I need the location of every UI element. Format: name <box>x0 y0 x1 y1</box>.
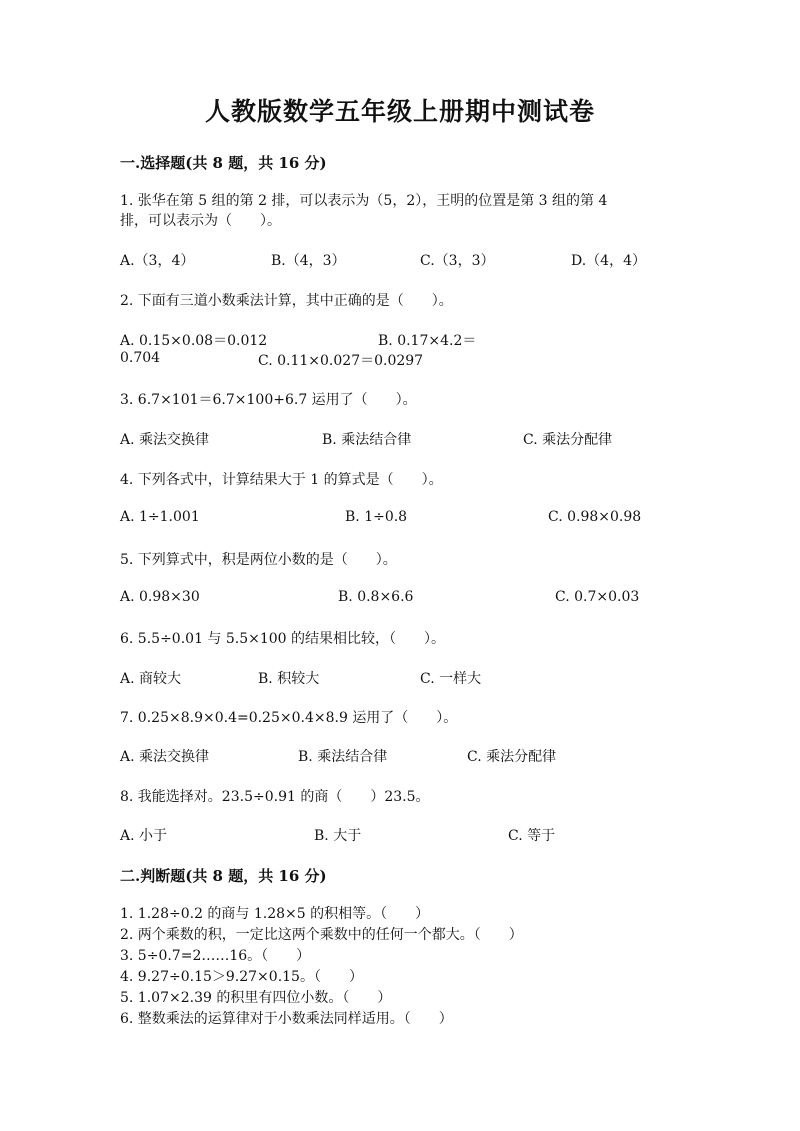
question-6-option-a: A. 商较大 <box>120 671 182 687</box>
question-3-option-b: B. 乘法结合律 <box>322 432 412 448</box>
question-3-text: 3. 6.7×101＝6.7×100+6.7 运用了（ ）。 <box>120 392 417 408</box>
question-1-text-cont: 排，可以表示为（ ）。 <box>120 213 281 229</box>
question-5-option-a: A. 0.98×30 <box>120 589 200 605</box>
judgement-item: 6. 整数乘法的运算律对于小数乘法同样适用。（ ） <box>120 1011 453 1027</box>
section-heading-choice: 一.选择题(共 8 题，共 16 分) <box>120 154 327 172</box>
question-5-text: 5. 下列算式中，积是两位小数的是（ ）。 <box>120 552 397 568</box>
question-4-option-a: A. 1÷1.001 <box>120 509 200 525</box>
question-8-option-c: C. 等于 <box>508 828 556 844</box>
question-2-text: 2. 下面有三道小数乘法计算，其中正确的是（ ）。 <box>120 293 453 309</box>
question-2-option-c: C. 0.11×0.027＝0.0297 <box>258 353 424 369</box>
judgement-item: 3. 5÷0.7=2……16。（ ） <box>120 948 311 964</box>
judgement-item: 1. 1.28÷0.2 的商与 1.28×5 的积相等。（ ） <box>120 906 430 922</box>
question-7-option-b: B. 乘法结合律 <box>298 749 388 765</box>
question-7-text: 7. 0.25×8.9×0.4=0.25×0.4×8.9 运用了（ ）。 <box>120 710 458 726</box>
question-8-option-a: A. 小于 <box>120 828 168 844</box>
question-5-option-b: B. 0.8×6.6 <box>338 589 414 605</box>
question-8-text: 8. 我能选择对。23.5÷0.91 的商（ ）23.5。 <box>120 789 430 805</box>
question-3-option-c: C. 乘法分配律 <box>523 432 613 448</box>
question-1-text: 1. 张华在第 5 组的第 2 排，可以表示为（5，2），王明的位置是第 3 组的第 4 <box>120 193 608 209</box>
question-5-option-c: C. 0.7×0.03 <box>555 589 640 605</box>
question-4-option-c: C. 0.98×0.98 <box>548 509 642 525</box>
question-6-text: 6. 5.5÷0.01 与 5.5×100 的结果相比较，（ ）。 <box>120 631 446 647</box>
page-title: 人教版数学五年级上册期中测试卷 <box>204 97 595 126</box>
question-7-option-a: A. 乘法交换律 <box>120 749 210 765</box>
judgement-item: 5. 1.07×2.39 的积里有四位小数。（ ） <box>120 990 392 1006</box>
judgement-item: 2. 两个乘数的积，一定比这两个乘数中的任何一个都大。（ ） <box>120 927 523 943</box>
question-4-option-b: B. 1÷0.8 <box>345 509 408 525</box>
question-1-option-c: C.（3，3） <box>420 253 495 269</box>
question-2-option-b: B. 0.17×4.2＝ <box>378 333 477 349</box>
question-6-option-b: B. 积较大 <box>258 671 320 687</box>
question-1-option-b: B.（4，3） <box>271 253 346 269</box>
judgement-item: 4. 9.27÷0.15＞9.27×0.15。（ ） <box>120 969 363 985</box>
question-3-option-a: A. 乘法交换律 <box>120 432 210 448</box>
question-6-option-c: C. 一样大 <box>420 671 482 687</box>
question-1-option-a: A.（3，4） <box>120 253 195 269</box>
question-1-option-d: D.（4，4） <box>571 253 646 269</box>
question-2-option-a: A. 0.15×0.08＝0.012 <box>120 333 268 349</box>
section-heading-judgement: 二.判断题(共 8 题，共 16 分) <box>120 867 327 885</box>
question-2-option-b-cont: 0.704 <box>120 350 161 366</box>
question-8-option-b: B. 大于 <box>314 828 362 844</box>
question-7-option-c: C. 乘法分配律 <box>467 749 557 765</box>
question-4-text: 4. 下列各式中，计算结果大于 1 的算式是（ ）。 <box>120 472 443 488</box>
